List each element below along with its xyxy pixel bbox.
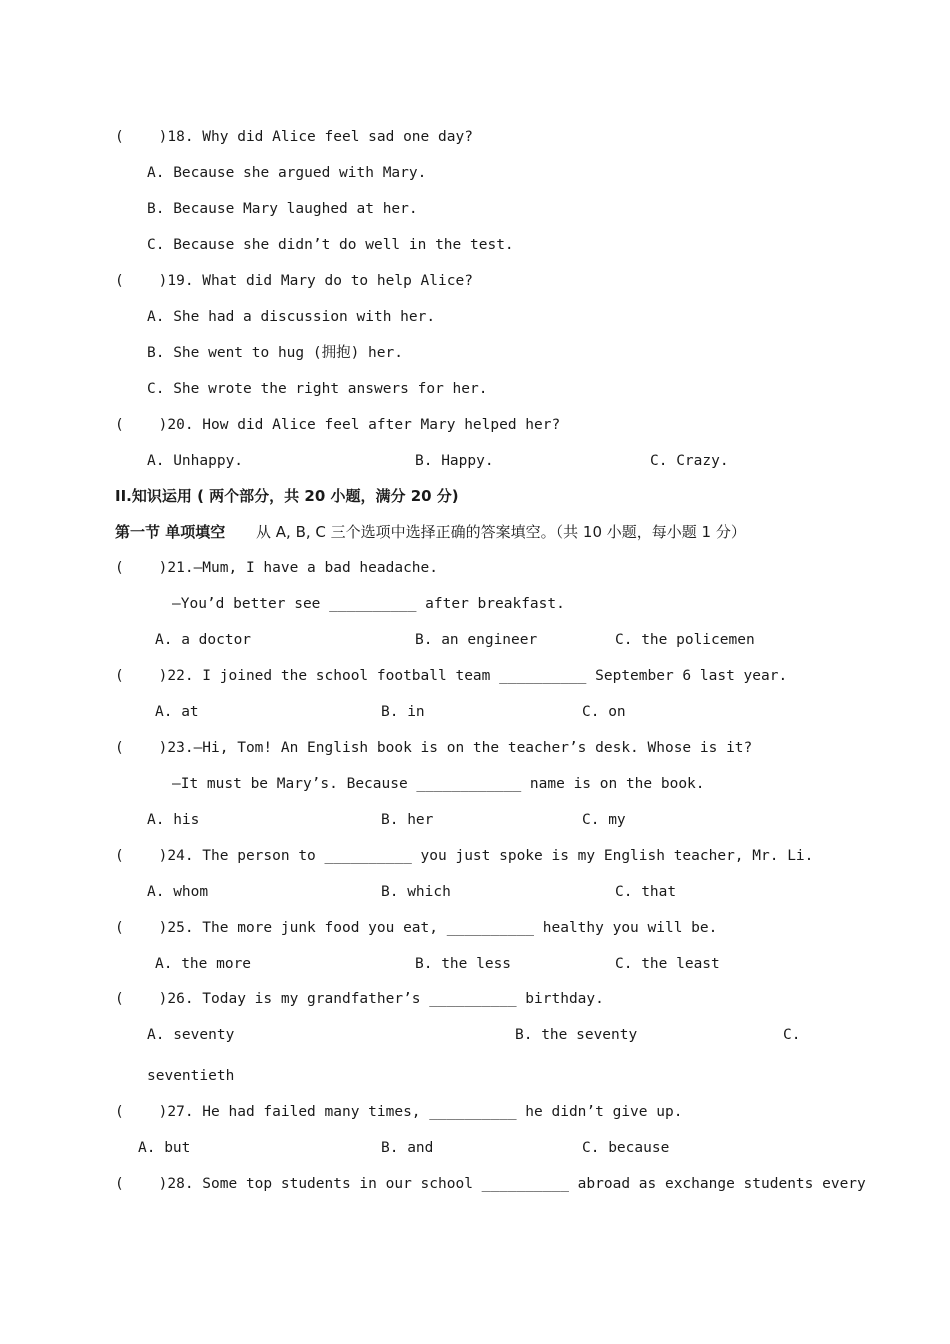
section-2-title: II.知识运用 ( 两个部分，共 20 小题，满分 20 分) — [115, 487, 459, 505]
question-23-option-c: C. my — [582, 812, 626, 828]
question-19-stem: ( )19. What did Mary do to help Alice? — [115, 273, 473, 289]
question-23-option-a: A. his — [147, 812, 200, 828]
question-21-stem: ( )21.—Mum, I have a bad headache. — [115, 560, 439, 576]
question-20-option-a: A. Unhappy. — [147, 453, 244, 469]
question-27-stem: ( )27. He had failed many times, __________ he didn’t give up. — [115, 1104, 683, 1120]
question-24-option-b: B. which — [381, 884, 451, 900]
question-21-stem-reply: —You’d better see __________ after breakfast. — [172, 596, 565, 612]
question-19-option-b: B. She went to hug (拥抱) her. — [147, 345, 403, 361]
question-26-option-c-label: C. — [783, 1027, 801, 1043]
question-22-stem: ( )22. I joined the school football team __________ September 6 last year. — [115, 668, 788, 684]
question-21-option-c: C. the policemen — [615, 632, 755, 648]
question-24-option-c: C. that — [615, 884, 677, 900]
question-24-option-a: A. whom — [147, 884, 209, 900]
question-22-option-a: A. at — [155, 704, 199, 720]
question-27-option-c: C. because — [582, 1140, 670, 1156]
question-24-stem: ( )24. The person to __________ you just spoke is my English teacher, Mr. Li. — [115, 848, 814, 864]
question-25-option-c: C. the least — [615, 956, 720, 972]
question-18-option-b: B. Because Mary laughed at her. — [147, 201, 418, 217]
question-18-option-c: C. Because she didn’t do well in the test. — [147, 237, 514, 253]
question-22-option-b: B. in — [381, 704, 425, 720]
question-18-stem: ( )18. Why did Alice feel sad one day? — [115, 129, 473, 145]
question-18-option-a: A. Because she argued with Mary. — [147, 165, 427, 181]
part-1-instructions: 从 A, B, C 三个选项中选择正确的答案填空。（共 10 小题，每小题 1 分） — [256, 523, 746, 541]
question-19-option-c: C. She wrote the right answers for her. — [147, 381, 488, 397]
question-25-option-b: B. the less — [415, 956, 512, 972]
question-23-stem: ( )23.—Hi, Tom! An English book is on the teacher’s desk. Whose is it? — [115, 740, 753, 756]
question-20-option-c: C. Crazy. — [650, 453, 729, 469]
question-26-option-a: A. seventy — [147, 1027, 235, 1043]
question-22-option-c: C. on — [582, 704, 626, 720]
question-27-option-a: A. but — [138, 1140, 191, 1156]
part-1-title: 第一节 单项填空 — [115, 523, 226, 541]
question-28-stem: ( )28. Some top students in our school __________ abroad as exchange students every — [115, 1176, 866, 1192]
question-19-option-a: A. She had a discussion with her. — [147, 309, 436, 325]
question-26-option-c-text: seventieth — [147, 1068, 235, 1084]
question-26-option-b: B. the seventy — [515, 1027, 638, 1043]
question-20-stem: ( )20. How did Alice feel after Mary helped her? — [115, 417, 561, 433]
question-25-option-a: A. the more — [155, 956, 252, 972]
question-21-option-a: A. a doctor — [155, 632, 252, 648]
question-27-option-b: B. and — [381, 1140, 434, 1156]
question-26-stem: ( )26. Today is my grandfather’s __________ birthday. — [115, 991, 604, 1007]
question-25-stem: ( )25. The more junk food you eat, __________ healthy you will be. — [115, 920, 718, 936]
question-21-option-b: B. an engineer — [415, 632, 538, 648]
question-20-option-b: B. Happy. — [415, 453, 494, 469]
question-23-option-b: B. her — [381, 812, 434, 828]
question-23-stem-reply: —It must be Mary’s. Because ____________ name is on the book. — [172, 776, 705, 792]
